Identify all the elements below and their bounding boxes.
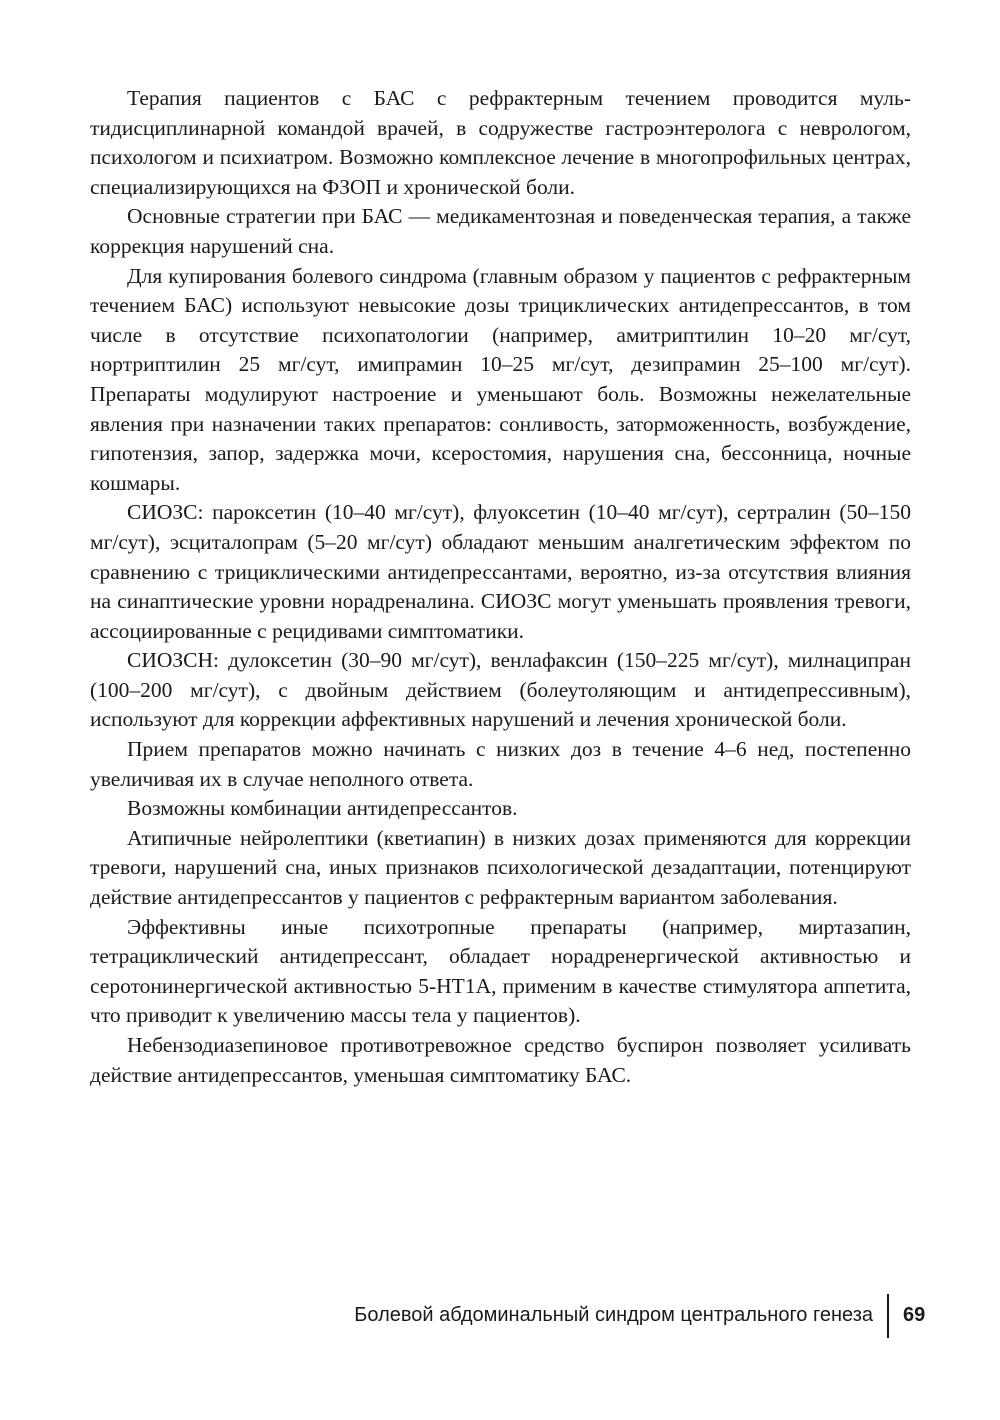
paragraph-6: Прием препаратов можно начинать с низких доз в течение 4–6 нед, постепенно увеличивая их в случае неполного ответа.	[90, 737, 911, 791]
paragraph-2: Основные стратегии при БАС — медикаментозная и поведенческая терапия, а также коррекция нарушений сна.	[90, 204, 911, 258]
paragraph-5: СИОЗСН: дулоксетин (30–90 мг/сут), венлафаксин (150–225 мг/сут), милнаципран (100–200 мг/сут), с двойным действием (болеутоляющим и антидепрессивным), используют для коррекции аффективных нарушений и лечения хронической боли.	[90, 648, 911, 732]
running-title: Болевой абдоминальный синдром центрального генеза	[354, 1304, 873, 1326]
paragraph-3: Для купирования болевого синдрома (главным образом у пациентов с рефрактерным течением БАС) используют невысокие дозы трициклических антидепрессантов, в том числе в отсутствие психопатологии (например, амитриптилин 10–20 мг/сут, нортриптилин 25 мг/сут, имипрамин 10–25 мг/сут, дезипрамин 25–100 мг/сут). Препараты модулируют настроение и уменьшают боль. Возможны нежелательные явления при назначении таких препаратов: сонливость, заторможенность, возбуждение, гипотензия, запор, задержка мочи, ксеростомия, нарушения сна, бессонница, ночные кошмары.	[90, 263, 911, 495]
footer-divider	[887, 1294, 889, 1338]
page-footer	[0, 1294, 1000, 1338]
paragraph-9: Эффективны иные психотропные препараты (например, миртазапин, тетрациклический антидепрессант, обладает норадренергической активностью и серотонинергической активностью 5-HT1A, применим в качестве стимулятора аппетита, что приводит к увеличению массы тела у пациентов).	[90, 914, 911, 1028]
page-number: 69	[903, 1304, 926, 1326]
paragraph-8: Атипичные нейролептики (кветиапин) в низких дозах применяются для коррекции тревоги, нарушений сна, иных признаков психологической дезадаптации, потенцируют действие антидепрессантов у пациентов с рефрактерным вариантом заболевания.	[90, 825, 911, 910]
paragraph-4: СИОЗС: пароксетин (10–40 мг/сут), флуоксетин (10–40 мг/сут), сертралин (50–150 мг/сут), эсциталопрам (5–20 мг/сут) обладают меньшим аналгетическим эффектом по сравнению с трициклическими антидепрессантами, вероятно, из-за отсутствия влияния на синаптические уровни норадреналина. СИОЗС могут уменьшать проявления тревоги, ассоциированные с рецидивами симптоматики.	[90, 500, 911, 643]
paragraph-10: Небензодиазепиновое противотревожное средство буспирон позволяет усиливать действие антидепрессантов, уменьшая симптоматику БАС.	[90, 1033, 911, 1087]
paragraph-1: Терапия пациентов с БАС с рефрактерным течением проводится мультидисциплинарной командой врачей, в содружестве гастроэнтеролога с неврологом, психологом и психиатром. Возможно комплексное лечение в многопрофильных центрах, специализирующихся на ФЗОП и хронической боли.	[90, 86, 911, 199]
paragraph-7: Возможны комбинации антидепрессантов.	[127, 796, 518, 821]
page-body	[90, 84, 911, 1090]
